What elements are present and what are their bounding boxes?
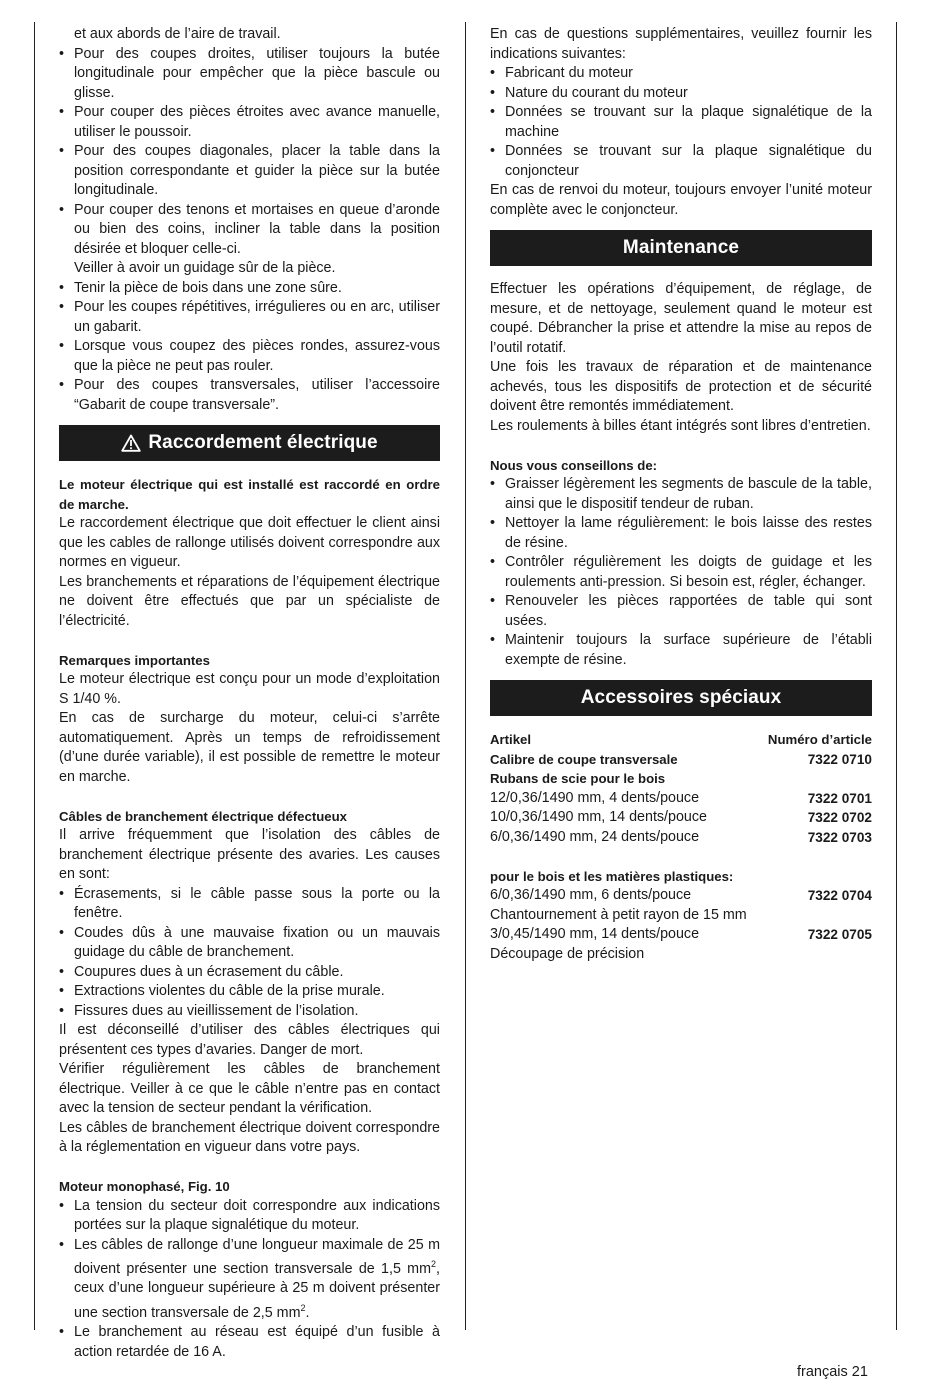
article-number: 7322 0705 (807, 927, 872, 942)
mono-text: Les câbles de rallonge d’une longueur maximale de 25 m doivent présenter une section transversale de 1,5 mm (74, 1236, 440, 1277)
list-item: • Fabricant du moteur (490, 64, 872, 84)
spacer (59, 631, 440, 651)
warning-triangle-icon (121, 434, 141, 452)
table-row (490, 750, 872, 770)
list-item: • Pour les coupes répétitives, irrégulieres ou en arc, utiliser un gabarit. (59, 298, 440, 337)
article-number: 7322 0702 (807, 810, 872, 825)
list-item: • Coupures dues à un écrasement du câble. (59, 963, 440, 983)
maintenance-heading (490, 230, 872, 266)
article-number: 7322 0701 (807, 790, 872, 806)
remarks-title: Remarques importantes (59, 652, 210, 668)
table-row (490, 886, 872, 906)
article-label: 6/0,36/1490 mm, 24 dents/pouce (490, 828, 700, 845)
table-row (490, 808, 872, 828)
page-number: français 21 (797, 1364, 868, 1380)
superscript: 2 (300, 1302, 306, 1313)
list-item: • Nettoyer la lame régulièrement: le bois laisse des restes de résine. (490, 514, 872, 553)
article-number: 7322 0704 (807, 888, 872, 903)
electrical-paragraph: Les branchements et réparations de l’équipement électrique ne doivent être effectués que par un spécialiste de l’électricité. (59, 573, 440, 629)
list-item: • La tension du secteur doit correspondre aux indications portées sur la plaque signalétique du moteur. (59, 1197, 440, 1236)
maintenance-paragraph: Les roulements à billes étant intégrés sont libres d’entretien. (490, 417, 871, 434)
article-label: Calibre de coupe transversale (490, 751, 678, 767)
superscript: 2 (431, 1259, 437, 1269)
list-item: • Extractions violentes du câble de la prise murale. (59, 982, 440, 1002)
column-header-article: Artikel (490, 732, 532, 747)
maintenance-paragraph: Effectuer les opérations d’équipement, de réglage, de mesure, et de nettoyage, seulement quand le moteur est coupé. Débrancher la prise et attendre la mise au repos de l’outil rotatif. (490, 281, 872, 356)
list-item: • Le branchement au réseau est équipé d’un fusible à action retardée de 16 A. (59, 1323, 440, 1362)
table-row (490, 925, 872, 945)
cables-paragraph: Il arrive fréquemment que l’isolation des câbles de branchement électrique présente des avaries. Les causes en sont: (59, 827, 440, 882)
mono-list (59, 1197, 440, 1363)
list-item: • Données se trouvant sur la plaque signalétique du conjoncteur (490, 142, 872, 181)
list-item: • Fissures dues au vieillissement de l’isolation. (59, 1002, 440, 1022)
list-item: • Pour couper des pièces étroites avec avance manuelle, utiliser le poussoir. (59, 103, 440, 142)
list-item: • Pour des coupes transversales, utiliser l’accessoire “Gabarit de coupe transversale”. (59, 376, 440, 415)
advice-title: Nous vous conseillons de: (490, 457, 658, 473)
questions-list (490, 64, 872, 181)
article-label: 6/0,36/1490 mm, 6 dents/pouce (490, 887, 692, 903)
cables-paragraph: Vérifier régulièrement les câbles de branchement électrique. Veiller à ce que le câble n’entre pas en contact avec la tension de secteur pendant la vérification. (59, 1061, 440, 1116)
remarks-paragraph: Le moteur électrique est conçu pour un mode d’exploitation S 1/40 %. (59, 671, 440, 707)
center-column-rule (465, 22, 466, 1330)
intro-continuation: et aux abords de l’aire de travail. (74, 26, 281, 42)
list-item (59, 1236, 440, 1324)
left-margin-rule (34, 22, 35, 1330)
spacer (59, 787, 440, 807)
wood-blades-title: Rubans de scie pour le bois (490, 771, 666, 786)
list-item: • Renouveler les pièces rapportées de table qui sont usées. (490, 592, 872, 631)
accessories-heading (490, 680, 872, 716)
right-column (490, 25, 872, 964)
accessories-table (490, 730, 872, 964)
return-note: En cas de renvoi du moteur, toujours envoyer l’unité moteur complète avec le conjoncteur. (490, 182, 872, 218)
spacer (59, 1158, 440, 1178)
list-item: • Pour des coupes diagonales, placer la table dans la position correspondante et guider la pièce sur la butée longitudinale. (59, 142, 440, 201)
plastic-blades-title: pour le bois et les matières plastiques: (490, 868, 734, 884)
column-header-number: Numéro d’article (767, 732, 872, 747)
article-label: 10/0,36/1490 mm, 14 dents/pouce (490, 809, 707, 825)
electrical-paragraph: Le raccordement électrique que doit effectuer le client ainsi que les cables de rallonge utilisés doivent correspondre aux normes en vigueur. (59, 515, 440, 570)
cables-title: Câbles de branchement électrique défectueux (59, 808, 348, 824)
list-item: • Lorsque vous coupez des pièces rondes, assurez-vous que la pièce ne peut pas rouler. (59, 337, 440, 376)
electrical-heading-text: Raccordement électrique (148, 432, 378, 454)
left-column (59, 25, 440, 1362)
table-row (490, 789, 872, 809)
mono-title: Moteur monophasé, Fig. 10 (59, 1179, 230, 1194)
article-note: Découpage de précision (490, 945, 645, 962)
list-item: • Contrôler régulièrement les doigts de guidage et les roulements anti-pression. Si besoin est, régler, échanger. (490, 553, 872, 592)
spacer (490, 847, 872, 867)
article-number: 7322 0703 (807, 829, 872, 845)
list-item: • Nature du courant du moteur (490, 84, 872, 104)
maintenance-paragraph: Une fois les travaux de réparation et de maintenance achevés, tous les dispositifs de protection et de sécurité doivent être remontés immédiatement. (490, 359, 872, 414)
article-number: 7322 0710 (807, 751, 872, 767)
article-note: Chantournement à petit rayon de 15 mm (490, 906, 747, 923)
remarks-paragraph: En cas de surcharge du moteur, celui-ci s’arrête automatiquement. Après un temps de refroidissement (d’une durée variable), il est possible de remettre le moteur en marche. (59, 710, 440, 785)
cables-paragraph: Les câbles de branchement électrique doivent correspondre à la réglementation en vigueur dans votre pays. (59, 1119, 440, 1155)
electrical-intro-bold: Le moteur électrique qui est installé est raccordé en ordre de marche. (59, 477, 440, 512)
spacer (490, 436, 872, 456)
cables-list (59, 885, 440, 1022)
electrical-heading (59, 425, 440, 461)
questions-intro: En cas de questions supplémentaires, veuillez fournir les indications suivantes: (490, 26, 872, 62)
article-label: 12/0,36/1490 mm, 4 dents/pouce (490, 789, 700, 806)
safety-list-bottom (59, 279, 440, 416)
table-row (490, 828, 872, 848)
right-margin-rule (896, 22, 897, 1330)
list-item: • Maintenir toujours la surface supérieure de l’établi exempte de résine. (490, 631, 872, 670)
list-item: • Pour des coupes droites, utiliser toujours la butée longitudinale pour empêcher que la pièce bascule ou glisse. (59, 45, 440, 104)
list-item: • Pour couper des tenons et mortaises en queue d’aronde ou bien des coins, incliner la table dans la position désirée et bloquer celle-ci. (59, 201, 440, 260)
list-item: • Tenir la pièce de bois dans une zone sûre. (59, 279, 440, 299)
list-item: • Données se trouvant sur la plaque signalétique de la machine (490, 103, 872, 142)
advice-list (490, 475, 872, 670)
list-item: • Coudes dûs à une mauvaise fixation ou un mauvais guidage du câble de branchement. (59, 924, 440, 963)
list-item: • Graisser légèrement les segments de bascule de la table, ainsi que le dispositif tendeur de ruban. (490, 475, 872, 514)
safety-list-top (59, 45, 440, 260)
table-header (490, 730, 872, 750)
article-label: 3/0,45/1490 mm, 14 dents/pouce (490, 926, 700, 942)
mono-text: . (305, 1304, 310, 1321)
accessories-heading-text: Accessoires spéciaux (580, 687, 782, 709)
maintenance-heading-text: Maintenance (622, 237, 740, 259)
cables-paragraph: Il est déconseillé d’utiliser des câbles électriques qui présentent ces types d’avaries. Danger de mort. (59, 1022, 440, 1058)
guide-note: Veiller à avoir un guidage sûr de la pièce. (74, 260, 336, 276)
list-item: • Écrasements, si le câble passe sous la porte ou la fenêtre. (59, 885, 440, 924)
mono-text: , ceux d’une longueur supérieure à 25 m doivent présenter une section transversale de 2,5 mm (74, 1260, 440, 1321)
